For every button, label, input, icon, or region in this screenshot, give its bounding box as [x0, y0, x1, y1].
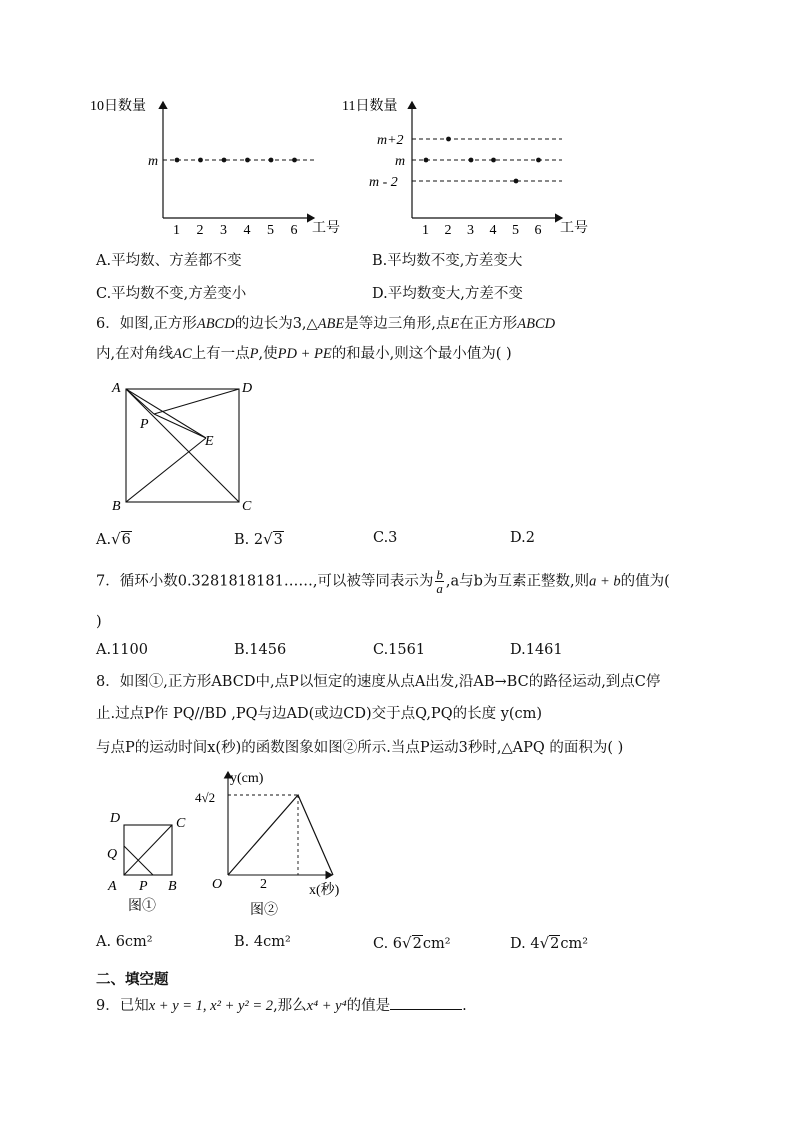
fig6-label-a: A	[112, 381, 121, 396]
chart11-xticks	[422, 223, 542, 238]
chart11-ytick-m-minus-2: m - 2	[369, 175, 398, 190]
data-point-1	[175, 158, 180, 163]
fig6-label-b: B	[112, 499, 121, 514]
section-heading-fill-in: 二、填空题	[96, 972, 169, 988]
fig8b-peak-label: 4√2	[195, 790, 216, 805]
q8-option-b[interactable]: B. 4cm²	[234, 934, 291, 950]
q5-option-b[interactable]: B.平均数不变,方差变大	[372, 253, 523, 269]
q8-option-d[interactable]: D. 4√2cm²	[510, 934, 589, 952]
q8-line1: 8．如图①,正方形ABCD中,点P以恒定的速度从点A出发,沿AB→BC的路径运动,到点C停	[96, 674, 661, 690]
q5-option-a[interactable]: A.平均数、方差都不变	[96, 253, 242, 269]
fig8a-label-a: A	[108, 879, 117, 894]
q8-option-c[interactable]: C. 6√2cm²	[373, 934, 451, 952]
fig8b-origin: O	[212, 877, 223, 892]
data-point-4	[245, 158, 250, 163]
q8-option-a[interactable]: A. 6cm²	[96, 934, 153, 950]
data-point-6	[292, 158, 297, 163]
q9-line: 9．已知x + y = 1, x² + y² = 2,那么x⁴ + y⁴的值是 .	[96, 994, 467, 1015]
data-point-3	[469, 158, 474, 163]
q6-option-c[interactable]: C.3	[373, 530, 398, 546]
data-point-5	[269, 158, 274, 163]
xtick-1: 1	[173, 223, 180, 238]
data-point-1	[424, 158, 429, 163]
data-point-3	[222, 158, 227, 163]
chart10-ytick-m: m	[148, 154, 159, 169]
data-point-4	[491, 158, 496, 163]
fig8a-label-q: Q	[107, 847, 118, 862]
q7-option-c[interactable]: C.1561	[373, 642, 426, 658]
fig8a-caption: 图①	[128, 899, 156, 914]
q7-option-d[interactable]: D.1461	[510, 642, 563, 658]
fig6-label-c: C	[242, 499, 252, 514]
xtick-5: 5	[267, 223, 274, 238]
q7-option-b[interactable]: B.1456	[234, 642, 287, 658]
fig8a-label-b: B	[168, 879, 177, 894]
fig8b-series-line	[228, 795, 333, 875]
q6-option-b[interactable]: B. 2√3	[234, 530, 283, 548]
q8-line2: 止.过点P作 PQ//BD ,PQ与边AD(或边CD)交于点Q,PQ的长度 y(cm)	[96, 706, 543, 722]
q6-line1: 6．如图,正方形ABCD的边长为3,△ABE是等边三角形,点E在正方形ABCD	[96, 316, 556, 332]
fig8a-label-d: D	[110, 811, 121, 826]
q5-option-c[interactable]: C.平均数不变,方差变小	[96, 286, 247, 302]
fig8b-xlabel: x(秒)	[309, 883, 340, 898]
xtick-6: 6	[534, 223, 542, 238]
fig8b-function-graph	[228, 795, 333, 875]
q7-line1: 7．循环小数0.3281818181……,可以被等同表示为 $\frac{b}{a}$ ,a与b为互素正整数,则a + b的值为(	[96, 567, 670, 596]
q9-answer-blank[interactable]	[390, 995, 462, 1010]
xtick-4: 4	[489, 223, 497, 238]
fig8b-ylabel: y(cm)	[230, 771, 264, 786]
data-point-2	[446, 137, 451, 142]
chart11-xlabel: 工号	[560, 221, 588, 236]
q6-figure-square	[104, 376, 264, 516]
xtick-5: 5	[512, 223, 519, 238]
data-point-5	[514, 179, 519, 184]
xtick-6: 6	[290, 223, 298, 238]
q7-fraction: $\frac{b}{a}$	[436, 567, 443, 596]
data-point-2	[198, 158, 203, 163]
fig8a-label-c: C	[176, 816, 186, 831]
fig8b-xtick-2: 2	[260, 877, 267, 892]
chart11-ytick-m: m	[395, 154, 406, 169]
xtick-3: 3	[467, 223, 474, 238]
q6-option-d[interactable]: D.2	[510, 530, 535, 546]
chart10-xticks	[173, 223, 298, 238]
fig6-label-p: P	[140, 417, 149, 432]
q8-figure-2-graph	[192, 764, 362, 924]
chart-11-day	[340, 92, 610, 242]
xtick-3: 3	[220, 223, 227, 238]
chart11-ytick-m-plus-2: m+2	[377, 133, 404, 148]
chart-10-day	[88, 92, 358, 242]
q7-option-a[interactable]: A.1100	[96, 642, 148, 658]
xtick-4: 4	[243, 223, 251, 238]
fig6-label-e: E	[205, 434, 214, 449]
q5-option-d[interactable]: D.平均数变大,方差不变	[372, 286, 523, 302]
q7-line2: )	[96, 614, 102, 630]
fig8b-caption: 图②	[250, 903, 278, 918]
chart10-ylabel: 10日数量	[90, 99, 146, 114]
q6-option-a[interactable]: A.√6	[96, 530, 131, 548]
fig6-label-d: D	[242, 381, 253, 396]
chart10-xlabel: 工号	[312, 221, 340, 236]
fig8a-label-p: P	[139, 879, 148, 894]
q8-line3: 与点P的运动时间x(秒)的函数图象如图②所示.当点P运动3秒时,△APQ 的面积为( )	[96, 740, 624, 756]
data-point-6	[536, 158, 541, 163]
q8-figure-1	[104, 806, 194, 916]
xtick-1: 1	[422, 223, 429, 238]
xtick-2: 2	[444, 223, 452, 238]
q6-line2: 内,在对角线AC上有一点P,使PD + PE的和最小,则这个最小值为( )	[96, 346, 512, 362]
chart11-ylabel: 11日数量	[342, 99, 398, 114]
xtick-2: 2	[196, 223, 204, 238]
